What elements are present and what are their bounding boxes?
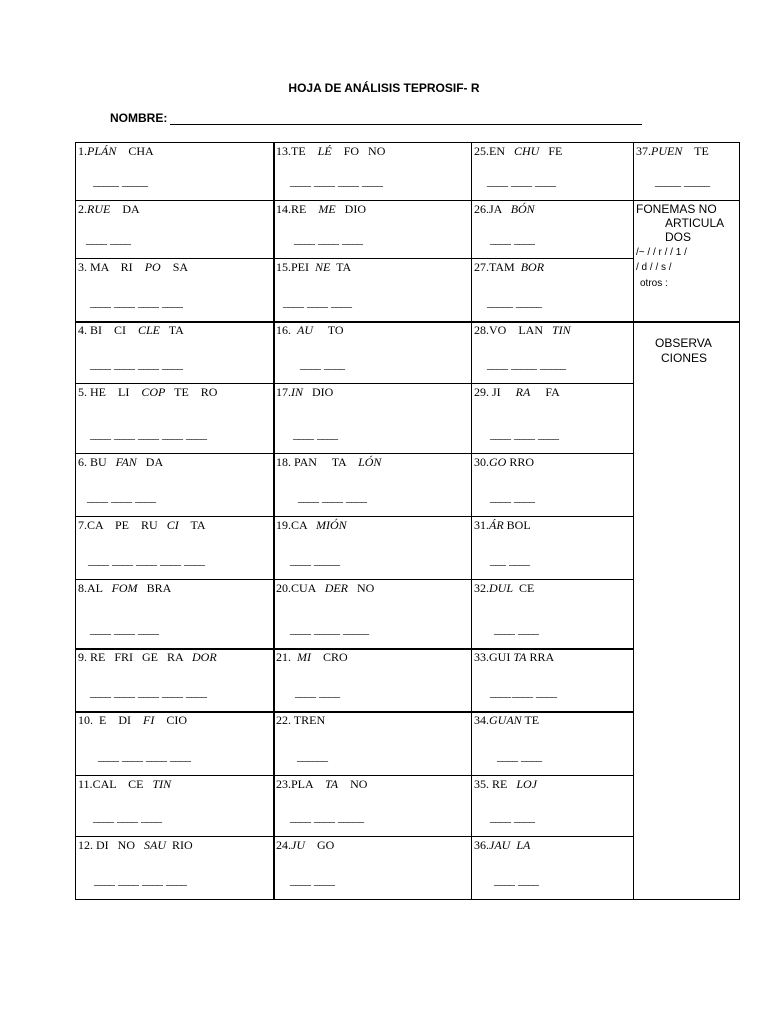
- syllable: RE: [489, 777, 517, 791]
- item-32-answer-blanks[interactable]: ____ ____: [494, 622, 538, 636]
- column-divider: [273, 142, 275, 899]
- syllable: CE: [513, 581, 535, 595]
- syllable: BI CI: [87, 323, 138, 337]
- syllable: FA: [530, 385, 560, 399]
- syllable: CIO: [154, 713, 187, 727]
- syllable: CA: [291, 518, 317, 532]
- syllable: CI: [166, 518, 179, 532]
- item-12-label: [78, 838, 193, 852]
- item-29-number: 29.: [474, 385, 489, 399]
- syllable: IN: [291, 385, 303, 399]
- syllable: NE: [315, 260, 331, 274]
- row-divider: [633, 200, 739, 201]
- syllable: DIO: [335, 202, 366, 216]
- item-20-number: 20.: [276, 581, 291, 595]
- item-10-answer-blanks[interactable]: ____ ____ ____ ____: [98, 749, 190, 763]
- observaciones-heading: OBSERVA: [655, 336, 712, 350]
- item-31-answer-blanks[interactable]: ___ ____: [490, 553, 529, 567]
- item-1-number: 1.: [78, 144, 87, 158]
- item-27-number: 27.: [474, 260, 489, 274]
- item-37-answer-blanks[interactable]: _____ _____: [655, 174, 709, 188]
- item-16-answer-blanks[interactable]: ____ ____: [300, 357, 344, 371]
- item-13-answer-blanks[interactable]: ____ ____ ____ ____: [290, 174, 382, 188]
- syllable: PO: [144, 260, 161, 274]
- item-13-number: 13.: [276, 144, 291, 158]
- item-15-label: [276, 260, 351, 274]
- item-20-label: [276, 581, 374, 595]
- item-9-answer-blanks[interactable]: ____ ____ ____ ____ ____: [90, 685, 206, 699]
- item-27-answer-blanks[interactable]: _____ _____: [487, 295, 541, 309]
- item-21-number: 21.: [276, 650, 291, 664]
- item-36-label: [474, 838, 530, 852]
- nombre-field-line[interactable]: [170, 124, 642, 125]
- syllable: GUAN: [489, 713, 522, 727]
- item-23-answer-blanks[interactable]: ____ ____ _____: [290, 810, 363, 824]
- syllable: TA: [178, 518, 206, 532]
- item-4-number: 4.: [78, 323, 87, 337]
- syllable: RIO: [166, 838, 193, 852]
- item-6-answer-blanks[interactable]: ____ ____ ____: [87, 490, 155, 504]
- syllable: COP: [141, 385, 166, 399]
- item-35-label: [474, 777, 537, 791]
- item-33-number: 33.: [474, 650, 489, 664]
- item-24-label: [276, 838, 334, 852]
- syllable: DI NO: [93, 838, 144, 852]
- syllable: GO: [305, 838, 335, 852]
- column-divider: [633, 142, 634, 899]
- item-9-number: 9.: [78, 650, 87, 664]
- syllable: FOM: [111, 581, 138, 595]
- item-21-answer-blanks[interactable]: ____ ____: [295, 685, 339, 699]
- item-10-label: [78, 713, 187, 727]
- syllable: DER: [324, 581, 349, 595]
- syllable: DA: [136, 455, 164, 469]
- otros-label: otros :: [640, 278, 668, 289]
- fonemas-heading: FONEMAS NO: [636, 202, 717, 216]
- item-37-number: 37.: [636, 144, 651, 158]
- item-1-answer-blanks[interactable]: _____ _____: [93, 174, 147, 188]
- page-title: HOJA DE ANÁLISIS TEPROSIF- R: [288, 81, 480, 95]
- syllable: TE RO: [165, 385, 218, 399]
- syllable: HE LI: [87, 385, 142, 399]
- item-25-answer-blanks[interactable]: ____ ____ ____: [487, 174, 555, 188]
- item-12-answer-blanks[interactable]: ____ ____ ____ ____: [94, 873, 186, 887]
- item-12-number: 12.: [78, 838, 93, 852]
- item-34-label: [474, 713, 539, 727]
- syllable: PLÁN: [87, 144, 117, 158]
- syllable: PEI: [291, 260, 315, 274]
- syllable: JAU: [489, 838, 511, 852]
- syllable: TA: [160, 323, 184, 337]
- row-divider: [75, 775, 633, 776]
- item-4-label: [78, 323, 184, 337]
- column-divider: [471, 142, 472, 899]
- item-7-answer-blanks[interactable]: ____ ____ ____ ____ ____: [88, 553, 204, 567]
- syllable: CAL CE: [92, 777, 153, 791]
- item-23-label: [276, 777, 367, 791]
- table-border-left: [75, 142, 76, 899]
- table-border-right: [739, 142, 740, 900]
- item-19-answer-blanks[interactable]: ____ _____: [290, 553, 339, 567]
- item-31-label: [474, 518, 531, 532]
- item-3-answer-blanks[interactable]: ____ ____ ____ ____: [90, 295, 182, 309]
- item-2-number: 2.: [78, 202, 87, 216]
- syllable: CHU: [514, 144, 540, 158]
- syllable: TA: [325, 777, 339, 791]
- item-15-number: 15.: [276, 260, 291, 274]
- syllable: RA: [515, 385, 531, 399]
- row-divider: [633, 321, 739, 323]
- syllable: BOR: [520, 260, 545, 274]
- item-20-answer-blanks[interactable]: ____ _____ _____: [290, 622, 368, 636]
- item-29-label: [474, 385, 560, 399]
- item-30-label: [474, 455, 534, 469]
- row-divider: [75, 383, 633, 384]
- syllable: DOR: [192, 650, 217, 664]
- item-27-label: [474, 260, 544, 274]
- syllable: RRO: [506, 455, 535, 469]
- item-33-answer-blanks[interactable]: ____ ____ ____: [490, 685, 556, 699]
- syllable: ÁR: [489, 518, 504, 532]
- syllable: GO: [489, 455, 507, 469]
- syllable: TE: [291, 144, 318, 158]
- item-28-answer-blanks[interactable]: ____ _____ _____: [487, 357, 565, 371]
- item-17-number: 17.: [276, 385, 291, 399]
- syllable: PLA: [291, 777, 326, 791]
- phoneme-list-1: /~ / / r / / 1 /: [636, 247, 687, 258]
- item-5-answer-blanks[interactable]: ____ ____ ____ ____ ____: [90, 427, 206, 441]
- item-7-number: 7.: [78, 518, 87, 532]
- syllable: CUA: [291, 581, 325, 595]
- item-6-number: 6.: [78, 455, 87, 469]
- syllable: FAN: [115, 455, 137, 469]
- item-1-label: [78, 144, 154, 158]
- item-32-number: 32.: [474, 581, 489, 595]
- item-22-answer-blanks[interactable]: ______: [297, 749, 327, 763]
- item-7-label: [78, 518, 206, 532]
- item-19-label: [276, 518, 347, 532]
- item-11-number: 11.: [78, 777, 93, 791]
- item-23-number: 23.: [276, 777, 291, 791]
- item-32-label: [474, 581, 534, 595]
- item-26-number: 26.: [474, 202, 489, 216]
- syllable: JA: [489, 202, 511, 216]
- syllable: DA: [110, 202, 140, 216]
- row-divider: [75, 200, 633, 201]
- item-11-answer-blanks[interactable]: ____ ____ ____: [93, 810, 161, 824]
- fonemas-heading-3: DOS: [665, 230, 692, 244]
- observaciones-heading-2: CIONES: [661, 351, 708, 365]
- item-2-answer-blanks[interactable]: ____ ____: [86, 232, 130, 246]
- syllable: FO NO: [331, 144, 386, 158]
- syllable: MIÓN: [316, 518, 347, 532]
- item-5-number: 5.: [78, 385, 87, 399]
- syllable: TA: [513, 650, 527, 664]
- item-14-answer-blanks[interactable]: ____ ____ ____: [294, 232, 362, 246]
- syllable: CHA: [116, 144, 154, 158]
- syllable: MA RI: [87, 260, 145, 274]
- syllable: AL: [87, 581, 112, 595]
- row-divider: [75, 516, 633, 517]
- item-3-label: [78, 260, 188, 274]
- syllable: LA: [516, 838, 531, 852]
- item-25-number: 25.: [474, 144, 489, 158]
- item-22-number: 22.: [276, 713, 291, 727]
- item-17-answer-blanks[interactable]: ____ ____: [293, 427, 337, 441]
- item-8-number: 8.: [78, 581, 87, 595]
- syllable: NO: [338, 777, 368, 791]
- item-33-label: [474, 650, 554, 664]
- syllable: RRA: [526, 650, 555, 664]
- syllable: BOL: [503, 518, 531, 532]
- syllable: FE: [539, 144, 563, 158]
- syllable: BU: [87, 455, 116, 469]
- syllable: FI: [143, 713, 155, 727]
- item-34-number: 34.: [474, 713, 489, 727]
- syllable: RE: [291, 202, 319, 216]
- syllable: PAN TA: [291, 455, 359, 469]
- item-21-label: [276, 650, 348, 664]
- item-35-number: 35.: [474, 777, 489, 791]
- syllable: TA: [330, 260, 352, 274]
- syllable: TIN: [152, 777, 172, 791]
- item-37-label: [636, 144, 709, 158]
- item-14-label: [276, 202, 366, 216]
- syllable: RE FRI GE RA: [87, 650, 193, 664]
- item-15-answer-blanks[interactable]: ____ ____ ____: [283, 295, 351, 309]
- item-5-label: [78, 385, 217, 399]
- item-6-label: [78, 455, 163, 469]
- syllable: TREN: [291, 713, 326, 727]
- syllable: MI: [297, 650, 311, 664]
- nombre-label: NOMBRE:: [110, 111, 168, 125]
- item-2-label: [78, 202, 140, 216]
- item-14-number: 14.: [276, 202, 291, 216]
- row-divider: [75, 836, 633, 837]
- syllable: DIO: [303, 385, 334, 399]
- item-3-number: 3.: [78, 260, 87, 274]
- item-18-answer-blanks[interactable]: ____ ____ ____: [298, 490, 366, 504]
- item-8-label: [78, 581, 171, 595]
- item-8-answer-blanks[interactable]: ____ ____ ____: [90, 622, 158, 636]
- syllable: TE: [521, 713, 540, 727]
- item-10-number: 10.: [78, 713, 93, 727]
- syllable: EN: [489, 144, 514, 158]
- item-24-number: 24.: [276, 838, 291, 852]
- item-28-number: 28.: [474, 323, 489, 337]
- row-divider: [75, 258, 633, 259]
- syllable: NO: [348, 581, 375, 595]
- syllable: JI: [489, 385, 516, 399]
- syllable: AU: [297, 323, 313, 337]
- item-30-number: 30.: [474, 455, 489, 469]
- syllable: BÓN: [510, 202, 535, 216]
- syllable: CLE: [138, 323, 161, 337]
- item-16-label: [276, 323, 344, 337]
- table-border-top: [75, 142, 739, 143]
- row-divider: [75, 453, 633, 454]
- syllable: RUE: [87, 202, 111, 216]
- item-11-label: [78, 777, 171, 791]
- item-16-number: 16.: [276, 323, 291, 337]
- syllable: ME: [318, 202, 336, 216]
- item-29-answer-blanks[interactable]: ____ ____ ____: [490, 427, 558, 441]
- syllable: TE: [682, 144, 709, 158]
- item-18-number: 18.: [276, 455, 291, 469]
- item-19-number: 19.: [276, 518, 291, 532]
- item-22-label: [276, 713, 325, 727]
- item-25-label: [474, 144, 562, 158]
- syllable: VO LAN: [489, 323, 552, 337]
- syllable: CA PE RU: [87, 518, 167, 532]
- syllable: SA: [160, 260, 189, 274]
- syllable: DUL: [489, 581, 514, 595]
- syllable: GUI: [489, 650, 514, 664]
- phoneme-list-2: / d / / s /: [636, 262, 672, 273]
- item-26-label: [474, 202, 535, 216]
- table-border-bottom: [75, 899, 739, 900]
- item-26-answer-blanks[interactable]: ____ ____: [490, 232, 534, 246]
- syllable: LÓN: [358, 455, 382, 469]
- syllable: E DI: [93, 713, 143, 727]
- item-36-answer-blanks[interactable]: ____ ____: [494, 873, 538, 887]
- item-34-answer-blanks[interactable]: ____ ____: [497, 749, 541, 763]
- row-divider: [75, 579, 633, 580]
- item-17-label: [276, 385, 333, 399]
- syllable: SAU: [144, 838, 166, 852]
- syllable: TAM: [489, 260, 521, 274]
- syllable: TO: [313, 323, 344, 337]
- fonemas-heading-2: ARTICULA: [665, 216, 725, 230]
- syllable: CRO: [311, 650, 348, 664]
- syllable: LÉ: [317, 144, 332, 158]
- item-35-answer-blanks[interactable]: ____ ____: [490, 810, 534, 824]
- syllable: PUEN: [651, 144, 683, 158]
- item-36-number: 36.: [474, 838, 489, 852]
- item-4-answer-blanks[interactable]: ____ ____ ____ ____: [90, 357, 182, 371]
- syllable: JU: [291, 838, 305, 852]
- item-31-number: 31.: [474, 518, 489, 532]
- item-30-answer-blanks[interactable]: ____ ____: [490, 490, 534, 504]
- item-9-label: [78, 650, 217, 664]
- item-28-label: [474, 323, 571, 337]
- item-13-label: [276, 144, 385, 158]
- item-24-answer-blanks[interactable]: ____ ____: [290, 873, 334, 887]
- syllable: TIN: [552, 323, 571, 337]
- item-18-label: [276, 455, 381, 469]
- syllable: LOJ: [516, 777, 538, 791]
- syllable: BRA: [137, 581, 172, 595]
